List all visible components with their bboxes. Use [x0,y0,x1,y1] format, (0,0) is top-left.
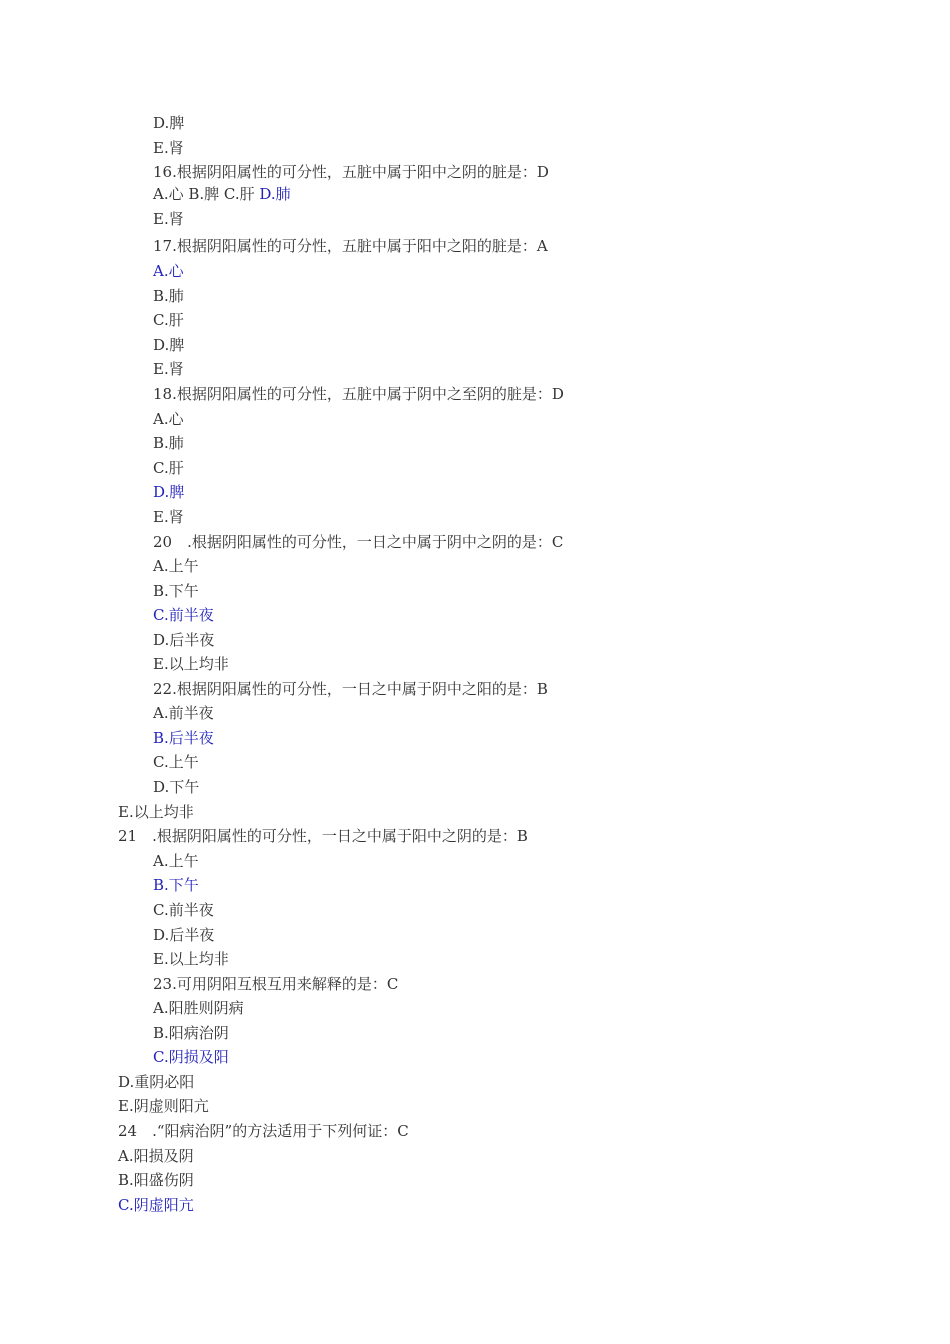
option-line: E.以上均非 [153,655,229,673]
option-line: C.肝 [153,459,184,477]
option-line: A.心 [153,410,184,428]
option-line: C.前半夜 [153,901,214,919]
option-line: C.上午 [153,753,199,771]
question-20: 20 .根据阴阳属性的可分性，一日之中属于阴中之阴的是：C [153,533,564,551]
option-line: C.肝 [153,311,184,329]
option-line: A.上午 [153,557,199,575]
option-line: E.肾 [153,360,184,378]
question-24: 24 .“阳病治阴”的方法适用于下列何证：C [118,1122,409,1140]
question-23: 23.可用阴阳互根互用来解释的是：C [153,975,399,993]
option-line: D.后半夜 [153,926,215,944]
option-line: E.肾 [153,508,184,526]
correct-option: C.阴虚阳亢 [118,1196,194,1214]
correct-option: C.阴损及阳 [153,1048,229,1066]
option-line: D.脾 [153,114,185,132]
option-line: B.肺 [153,287,184,305]
option-line: E.以上均非 [118,803,194,821]
option-line: E.肾 [153,139,184,157]
correct-option: B.下午 [153,876,199,894]
option-line: E.肾 [153,210,184,228]
option-line: D.脾 [153,336,185,354]
question-17: 17.根据阴阳属性的可分性，五脏中属于阳中之阳的脏是：A [153,237,548,255]
question-18: 18.根据阴阳属性的可分性，五脏中属于阴中之至阴的脏是：D [153,385,564,403]
correct-option: B.后半夜 [153,729,214,747]
correct-option: D.脾 [153,483,185,501]
option-line: E.以上均非 [153,950,229,968]
option-line: A.前半夜 [153,704,214,722]
option-line: D.后半夜 [153,631,215,649]
option-line: E.阴虚则阳亢 [118,1097,209,1115]
option-line: A.上午 [153,852,199,870]
correct-option: D.肺 [259,185,291,203]
option-line: A.阳胜则阴病 [153,999,244,1017]
correct-option: C.前半夜 [153,606,214,624]
question-21: 21 .根据阴阳属性的可分性，一日之中属于阳中之阴的是：B [118,827,528,845]
option-line: A.阳损及阴 [118,1147,194,1165]
options-abc: A.心 B.脾 C.肝 [153,185,260,203]
correct-option: A.心 [153,262,184,280]
question-22: 22.根据阴阳属性的可分性，一日之中属于阴中之阳的是：B [153,680,548,698]
option-line: B.下午 [153,582,199,600]
option-line: D.重阴必阳 [118,1073,195,1091]
option-line: D.下午 [153,778,200,796]
question-16: 16.根据阴阳属性的可分性，五脏中属于阳中之阴的脏是：D [153,163,549,181]
option-line: B.肺 [153,434,184,452]
options-inline-line [153,184,291,204]
option-line: B.阳病治阴 [153,1024,229,1042]
option-line: B.阳盛伤阴 [118,1171,194,1189]
